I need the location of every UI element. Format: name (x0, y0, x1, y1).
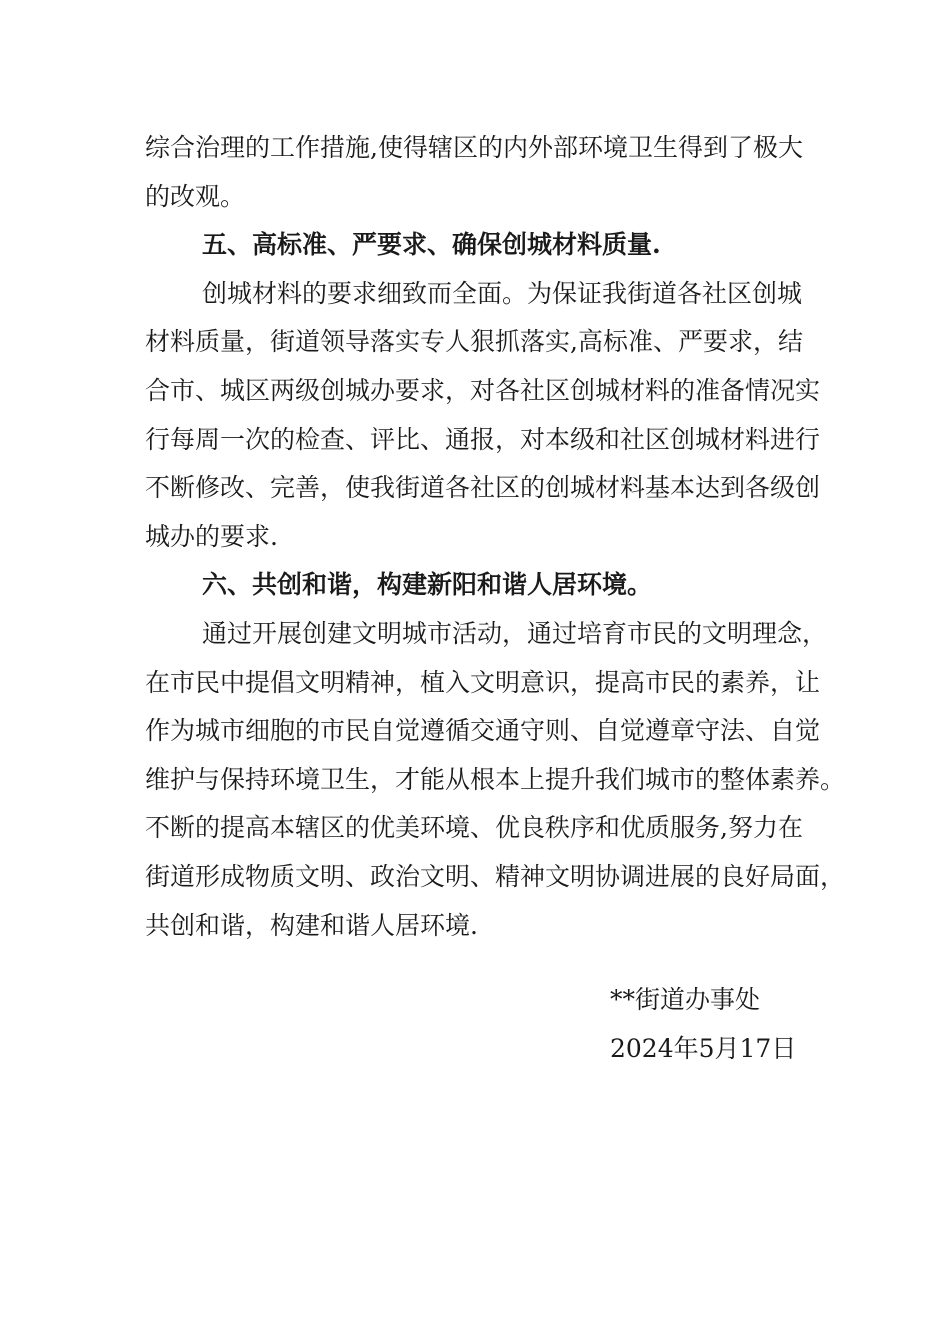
text-line-13: 作为城市细胞的市民自觉遵循交通守则、自觉遵章守法、自觉 (145, 716, 821, 746)
text-line-6: 合市、城区两级创城办要求，对各社区创城材料的准备情况实 (145, 375, 821, 405)
signature-date: 2024年5月17日 (610, 1034, 797, 1063)
text-line-1: 综合治理的工作措施,使得辖区的内外部环境卫生得到了极大 (145, 133, 803, 162)
text-line-9: 城办的要求. (145, 521, 278, 551)
text-line-15: 不断的提高本辖区的优美环境、优良秩序和优质服务,努力在 (145, 813, 803, 843)
text-line-7: 行每周一次的检查、评比、通报，对本级和社区创城材料进行 (145, 424, 821, 454)
signature-organization: **街道办事处 (610, 985, 761, 1014)
text-line-16: 街道形成物质文明、政治文明、精神文明协调进展的良好局面， (145, 861, 846, 891)
text-line-5: 材料质量，街道领导落实专人狠抓落实,高标准、严要求，结 (145, 327, 803, 357)
text-line-12: 在市民中提倡文明精神，植入文明意识，提高市民的素养，让 (145, 667, 821, 697)
text-line-4: 创城材料的要求细致而全面。为保证我街道各社区创城 (202, 278, 803, 308)
text-line-17: 共创和谐，构建和谐人居环境. (145, 910, 478, 940)
section-heading-6: 六、共创和谐，构建新阳和谐人居环境。 (202, 570, 653, 600)
section-heading-5: 五、高标准、严要求、确保创城材料质量. (202, 230, 661, 260)
text-line-14: 维护与保持环境卫生，才能从根本上提升我们城市的整体素养。 (145, 764, 846, 794)
document-body (145, 124, 846, 950)
text-line-2: 的改观。 (145, 181, 246, 211)
text-line-11: 通过开展创建文明城市活动，通过培育市民的文明理念， (202, 618, 828, 648)
text-line-8: 不断修改、完善，使我街道各社区的创城材料基本达到各级创 (145, 473, 821, 503)
